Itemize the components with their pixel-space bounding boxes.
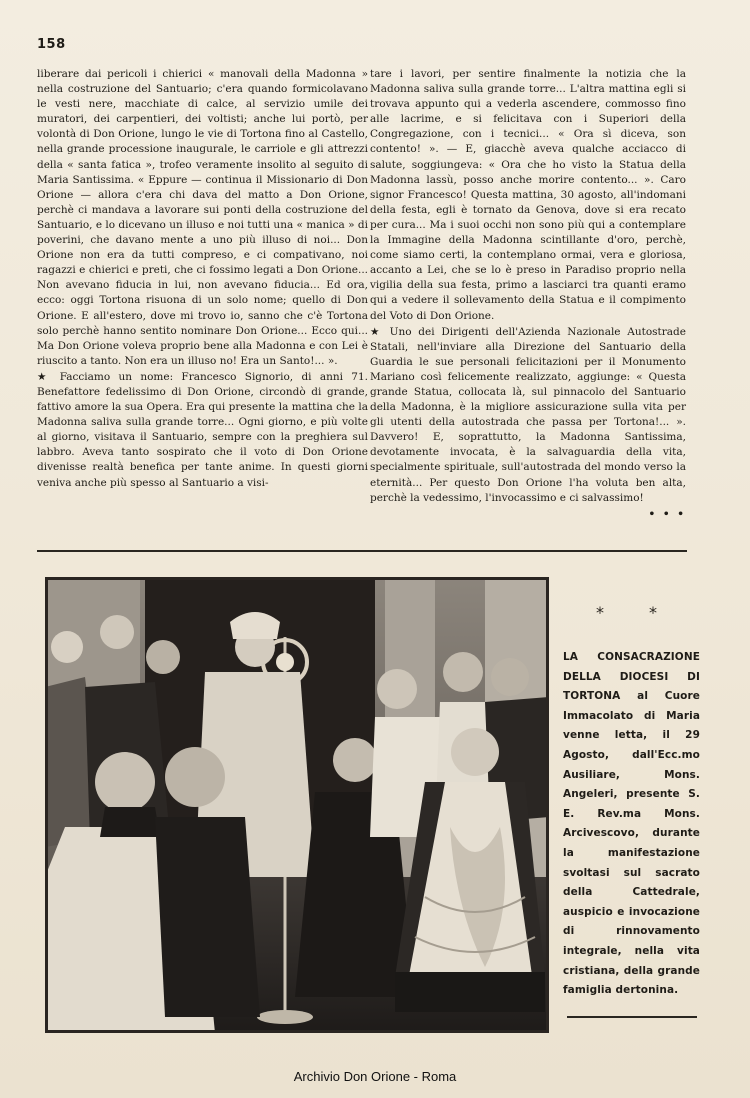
- left-paragraph-2: ★ Facciamo un nome: Francesco Signorio, di anni 71. Benefattore fedelissimo di Don Orione, circondò di grande, fattivo amore la sua Opera. Era qui presente la mattina che la Madonna saliva sulla grande torre... Ogni giorno, e più volte al giorno, visitava il Santuario, sempre con la preghiera sul labbro. Aveva tanto sospirato che il voto di Don Orione divenisse realtà benefica per tante anime. In questi giorni veniva anche più spesso al Santuario a visi-: [37, 370, 368, 489]
- photo-caption: LA CONSACRAZIONE DELLA DIOCESI DI TORTONA al Cuore Immacolato di Maria venne letta, il 29 Agosto, dall'Ecc.mo Ausiliare, Mons. Angeleri, presente S. E. Rev.ma Mons. Arcivescovo, durante la manifestazione svoltasi sul sacrato della Cattedrale, auspicio e invocazione di rinnovamento integrale, nella vita cristiana, della grande famiglia dertonina.: [563, 651, 700, 997]
- section-divider: [37, 550, 687, 552]
- right-paragraph-2: ★ Uno dei Dirigenti dell'Azienda Nazionale Autostrade Statali, nell'inviare alla Direzione del Santuario della Guardia le sue personali felicitazioni per il Monumento Mariano così felicemente realizzato, aggiunge: « Questa grande Statua, collocata là, sul pinnacolo del Santuario della Madonna, è la migliore assicurazione sulla vita per gli utenti della autostrada che passa per Tortona!... ». Davvero! E, soprattutto, la Madonna Santissima, devotamente invocata, è la salvaguardia della vita, specialmente spirituale, sull'autostrada del mondo verso la eternità... Per questo Don Orione l'ha voluta ben alta, perchè la vedessimo, l'invocassimo e ci salvassimo!: [370, 325, 686, 504]
- right-paragraph-1: tare i lavori, per sentire finalmente la notizia che la Madonna saliva sulla grande torre... L'altra mattina egli si trovava appunto qui a vederla ascendere, commosso fino alle lacrime, e si felicitava con i Superiori della Congregazione, con i tecnici... « Ora sì diceva, son contento! ». — E, giacchè aveva qualche acciacco di salute, soggiungeva: « Ora che ho visto la Statua della Madonna lassù, posso anche morire contento... ». Caro signor Francesco! Questa mattina, 30 agosto, all'indomani della festa, egli è tornato da Genova, dove si era recato per cura... Ma i suoi occhi non sono più qui a contemplare la Immagine della Madonna scintillante d'oro, perchè, come siamo certi, la contemplano ormai, vera e gloriosa, accanto a Lei, che se lo è preso in Paradiso proprio nella vigilia della sua festa, primo a lasciarci tra quanti eramo qui a vedere il sollevamento della Statua e il compimento del Voto di Don Orione.: [370, 68, 686, 322]
- caption-divider: [567, 1016, 697, 1018]
- ceremony-photo: [45, 577, 549, 1033]
- left-paragraph-1: liberare dai pericoli i chierici « manovali della Madonna » nella costruzione del Santuario; c'era quando formicolavano le vesti nere, macchiate di calce, al servizio umile dei muratori, dei carpentieri, dei voltisti; anche lui portò, per volontà di Don Orione, lungo le vie di Tortona fino al Castello, nella grande processione inaugurale, le carriole e gli attrezzi della « santa fatica », trofeo veramente insolito al seguito di Maria Santissima. « Eppure — continua il Missionario di Don Orione — allora c'era chi dava del matto a Don Orione, perchè ci mandava a lavorare sui ponti della costruzione del Santuario, e lo dicevano un illuso e noi tutti una « manica » di poverini, che davano mente a uno più illuso di noi... Don Orione non era da tutti compreso, e ci compativano, noi ragazzi e chierici e preti, che ci fossimo legati a Don Orione... Non avevano fiducia in lui, non avevano fiducia... Ed ora, ecco: oggi Tortona risuona di un solo nome; quello di Don Orione. E all'estero, dove mi trovo io, sanno che c'è Tortona solo perchè hanno sentito nominare Don Orione... Ecco qui... Ma Don Orione voleva proprio bene alla Madonna e con Lei è riuscito a tanto. Non era un illuso no! Era un Santo!... ».: [37, 68, 368, 367]
- archive-credit: Archivio Don Orione - Roma: [293, 1069, 457, 1084]
- right-column: [370, 67, 686, 523]
- ornament-asterisks: * *: [595, 603, 678, 622]
- end-mark: • • •: [648, 507, 686, 520]
- left-column: [37, 67, 368, 492]
- ceremony-photo-illustration: [45, 577, 549, 1033]
- photo-caption-box: [563, 603, 700, 1001]
- page-number: 158: [37, 37, 66, 52]
